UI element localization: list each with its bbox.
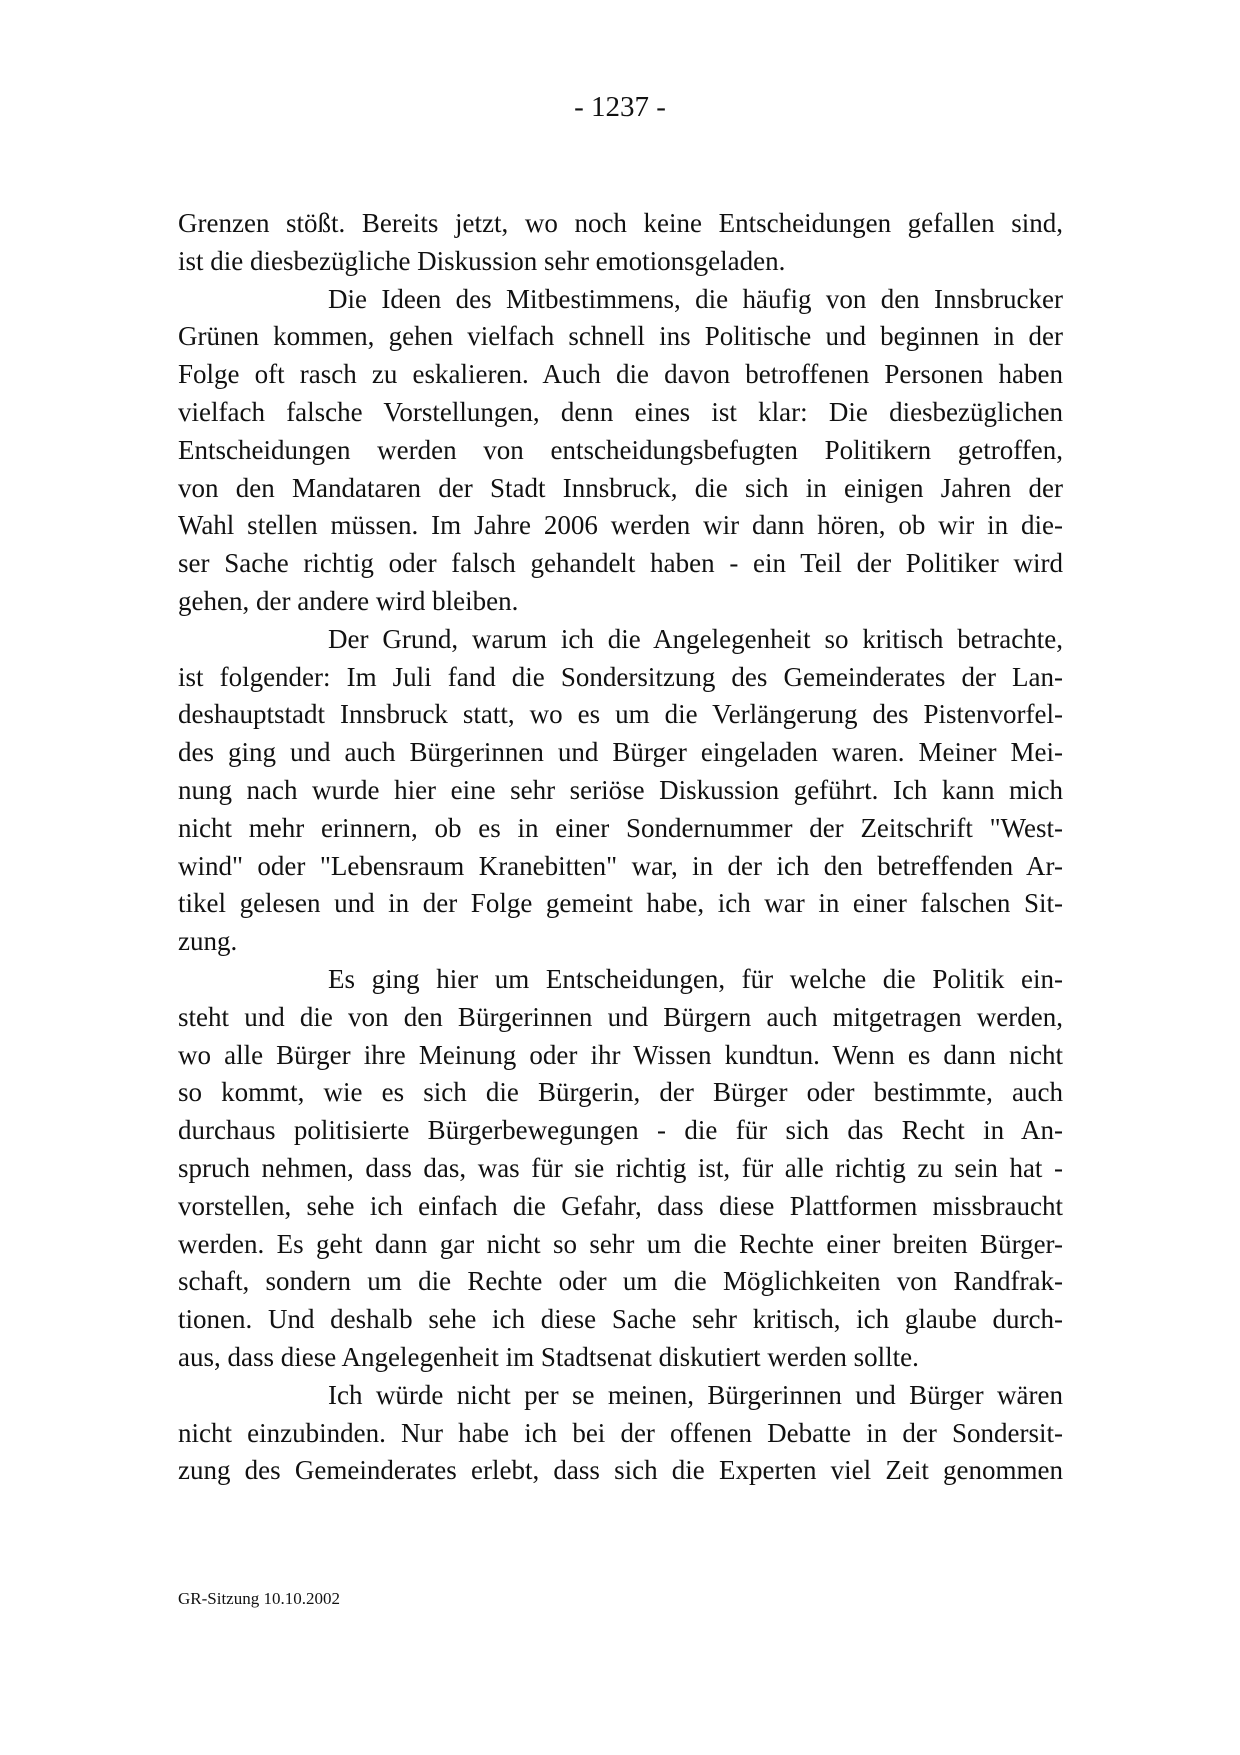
text-line: spruch nehmen, dass das, was für sie richtig ist, für alle richtig zu sein hat - [178,1152,1063,1183]
text-line: aus, dass diese Angelegenheit im Stadtsenat diskutiert werden sollte. [178,1341,919,1372]
text-line: steht und die von den Bürgerinnen und Bürgern auch mitgetragen werden, [178,1001,1063,1032]
page-number: - 1237 - [574,91,666,123]
text-line: Ich würde nicht per se meinen, Bürgerinnen und Bürger wären [328,1379,1063,1410]
text-line: tikel gelesen und in der Folge gemeint habe, ich war in einer falschen Sit- [178,888,1063,919]
text-line: nung nach wurde hier eine sehr seriöse Diskussion geführt. Ich kann mich [178,774,1063,805]
text-line: nicht mehr erinnern, ob es in einer Sondernummer der Zeitschrift "West- [178,812,1063,843]
text-line: wo alle Bürger ihre Meinung oder ihr Wissen kundtun. Wenn es dann nicht [178,1039,1063,1070]
text-line: vorstellen, sehe ich einfach die Gefahr, dass diese Plattformen missbraucht [178,1190,1063,1221]
footer-session-label: GR-Sitzung 10.10.2002 [178,1589,340,1608]
text-line: so kommt, wie es sich die Bürgerin, der Bürger oder bestimmte, auch [178,1077,1063,1108]
text-line: von den Mandataren der Stadt Innsbruck, die sich in einigen Jahren der [178,472,1063,503]
text-line: Der Grund, warum ich die Angelegenheit so kritisch betrachte, [328,623,1063,654]
text-line: ist die diesbezügliche Diskussion sehr emotionsgeladen. [178,245,786,276]
text-line: Entscheidungen werden von entscheidungsbefugten Politikern getroffen, [178,434,1063,465]
text-line: nicht einzubinden. Nur habe ich bei der offenen Debatte in der Sondersit- [178,1417,1063,1448]
text-line: des ging und auch Bürgerinnen und Bürger eingeladen waren. Meiner Mei- [178,737,1063,768]
text-line: ser Sache richtig oder falsch gehandelt haben - ein Teil der Politiker wird [178,548,1063,579]
text-line: ist folgender: Im Juli fand die Sondersitzung des Gemeinderates der Lan- [178,661,1063,692]
text-line: Grünen kommen, gehen vielfach schnell ins Politische und beginnen in der [178,321,1063,352]
text-line: Es ging hier um Entscheidungen, für welche die Politik ein- [328,963,1063,994]
text-line: schaft, sondern um die Rechte oder um die Möglichkeiten von Randfrak- [178,1266,1063,1297]
text-line: gehen, der andere wird bleiben. [178,585,519,616]
text-line: Grenzen stößt. Bereits jetzt, wo noch keine Entscheidungen gefallen sind, [178,208,1063,238]
text-line: wind" oder "Lebensraum Kranebitten" war, in der ich den betreffenden Ar- [178,850,1063,881]
text-line: Wahl stellen müssen. Im Jahre 2006 werden wir dann hören, ob wir in die- [178,510,1063,541]
text-line: durchaus politisierte Bürgerbewegungen - die für sich das Recht in An- [178,1115,1063,1146]
text-line: werden. Es geht dann gar nicht so sehr um die Rechte einer breiten Bürger- [178,1228,1063,1259]
text-line: zung des Gemeinderates erlebt, dass sich die Experten viel Zeit genommen [178,1455,1063,1486]
text-line: tionen. Und deshalb sehe ich diese Sache sehr kritisch, ich glaube durch- [178,1304,1063,1335]
body-text [178,205,1063,1490]
text-line: vielfach falsche Vorstellungen, denn eines ist klar: Die diesbezüglichen [178,396,1063,427]
text-line: zung. [178,926,238,957]
text-line: deshauptstadt Innsbruck statt, wo es um die Verlängerung des Pistenvorfel- [178,699,1063,730]
text-line: Die Ideen des Mitbestimmens, die häufig von den Innsbrucker [328,283,1063,314]
text-line: Folge oft rasch zu eskalieren. Auch die davon betroffenen Personen haben [178,359,1063,390]
